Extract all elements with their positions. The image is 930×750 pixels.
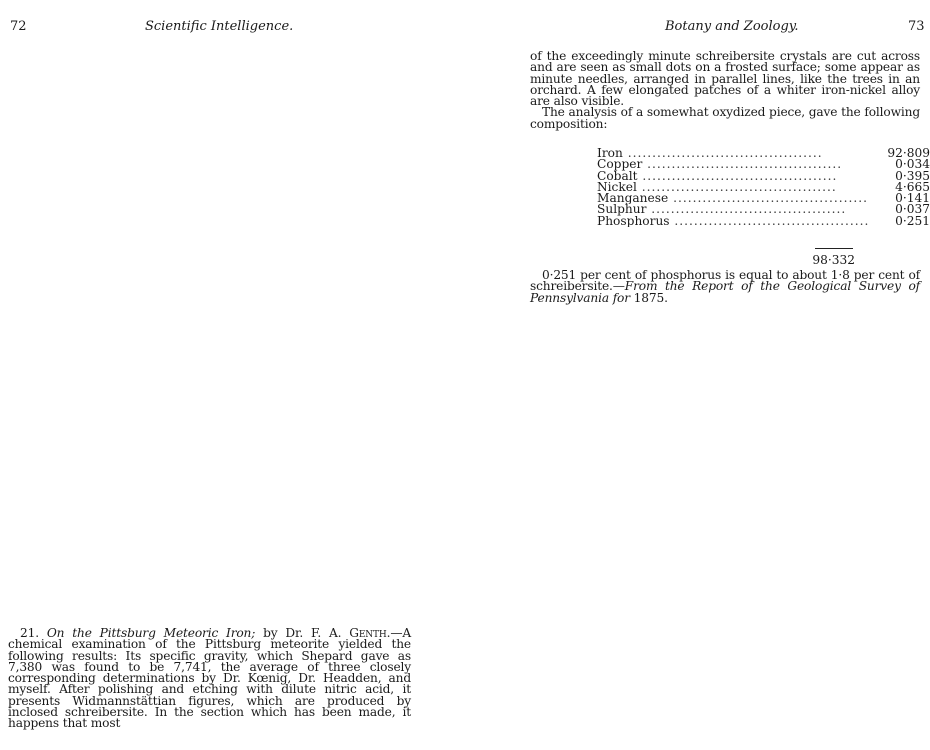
element-value: 0·395 <box>895 168 930 183</box>
element-name <box>597 193 869 204</box>
right-page <box>465 0 930 750</box>
element-name <box>597 171 869 182</box>
element-value: 92·809 <box>887 146 930 160</box>
composition-row <box>597 216 930 227</box>
element-name <box>597 216 869 227</box>
right-body-bottom <box>530 270 920 304</box>
dot-leader: ........................................ <box>646 204 847 216</box>
element-name <box>597 204 869 215</box>
composition-table <box>597 148 930 227</box>
dot-leader: ........................................ <box>636 181 837 194</box>
element-label: Manganese <box>597 193 669 205</box>
element-label: Sulphur <box>597 204 647 216</box>
page-number-left: 72 <box>10 19 27 34</box>
element-value: 0·141 <box>895 191 930 206</box>
article-21 <box>8 628 411 730</box>
dot-leader: ........................................ <box>622 148 823 160</box>
element-value: 4·665 <box>895 179 930 194</box>
paragraph-analysis: The analysis of a somewhat oxydized piece, gave the following composition: <box>530 105 920 131</box>
element-label: Nickel <box>597 181 637 194</box>
element-label: Cobalt <box>597 170 638 182</box>
article-number: 21. <box>20 626 39 640</box>
article-byline: by Dr. F. A. <box>263 626 342 640</box>
running-head-right: Botany and Zoology. <box>665 19 799 34</box>
composition-row <box>597 148 930 159</box>
element-name <box>597 148 869 159</box>
composition-row <box>597 159 930 170</box>
right-body-top <box>530 51 920 130</box>
dot-leader: ........................................ <box>642 159 843 171</box>
composition-row <box>597 193 930 204</box>
element-label: Copper <box>597 159 643 171</box>
paragraph-crystals: of the exceedingly minute schreibersite crystals are cut across and are seen as small dots on a frosted surface; some appear as minute needles, arranged in parallel lines, like the trees in an orchard. A few elongated patches of a whiter iron-nickel alloy are also visible. <box>530 49 920 109</box>
element-value: 0·034 <box>895 157 930 172</box>
element-value: 0·037 <box>895 202 930 217</box>
page-number-right: 73 <box>908 19 925 34</box>
article-paragraph <box>8 628 411 730</box>
total-rule <box>815 248 853 249</box>
composition-row <box>597 171 930 182</box>
element-value: 0·251 <box>895 213 930 228</box>
element-name <box>597 159 869 170</box>
dot-leader: ........................................ <box>669 215 870 228</box>
article-text: —A chemical examination of the Pittsburg meteorite yielded the following results: Its specific gravity, which Shepard gave as 7,380 was found to be 7,741, the average of three closely corresponding determinations by Dr. Kœnig, Dr. Headden, and myself. After polishing and etching with dilute nitric acid, it presents Widmannstättian figures, which are produced by inclosed schreibersite. In the section which has been made, it happens that most <box>8 626 412 731</box>
phosphorus-text: 0·251 per cent of phosphorus is equal to about 1·8 per cent of schreibersite. <box>530 268 920 294</box>
source-year: 1875. <box>633 290 668 305</box>
paragraph-phosphorus <box>530 270 920 304</box>
running-head-left: Scientific Intelligence. <box>145 19 294 34</box>
article-title: On the Pittsburg Meteoric Iron; <box>46 626 256 640</box>
element-label: Iron <box>597 148 623 160</box>
article-author: Genth. <box>349 626 391 640</box>
source-citation: —From the Report of the Geological Survey of Pennsylvania for <box>530 279 920 305</box>
composition-row <box>597 204 930 215</box>
composition-row <box>597 182 930 193</box>
dot-leader: ........................................ <box>637 170 838 182</box>
dot-leader: ........................................ <box>668 193 869 205</box>
element-label: Phosphorus <box>597 215 670 228</box>
composition-total: 98·332 <box>812 253 855 267</box>
element-name <box>597 182 869 193</box>
